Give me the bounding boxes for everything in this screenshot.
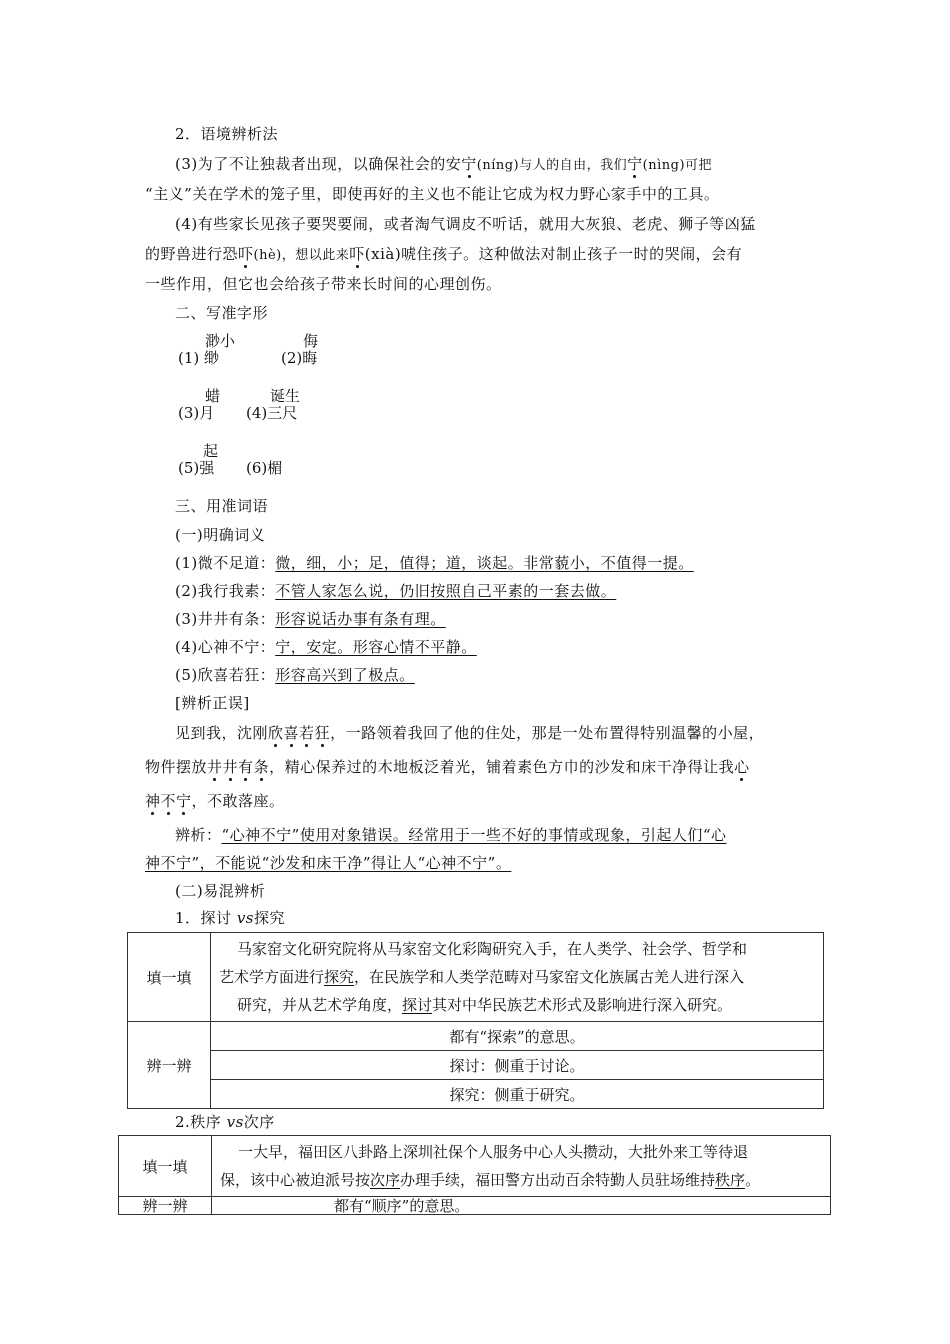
passage-line1: 见到我，沈刚欣喜若狂，一路领着我回了他的住处，那是一处布置得特别温馨的小屋，	[175, 724, 765, 742]
dotted-char: 宁	[461, 155, 477, 173]
paragraph-4-line3: 一些作用，但它也会给孩子带来长时间的心理创伤。	[145, 275, 502, 293]
section-title: 二、写准字形	[175, 304, 269, 322]
correction-title: [辨析正误]	[175, 694, 250, 712]
glyph-item: (1) 缈	[178, 349, 220, 367]
pair-title: 2.秩序 vs次序	[175, 1113, 275, 1131]
comparison-table-1	[127, 932, 824, 1109]
dotted-char: 吓	[349, 245, 365, 263]
definition-item: (2)我行我素：不管人家怎么说，仍旧按照自己平素的一套去做。	[175, 582, 617, 600]
glyph-item: (2)晦	[281, 349, 318, 367]
fill-label: 填一填	[128, 933, 211, 1022]
analysis-line1: 辨析：“心神不宁”使用对象错误。经常用于一些不好的事情或现象，引起人们“心	[175, 826, 727, 844]
distinguish-row: 探究：侧重于研究。	[211, 1080, 824, 1109]
glyph-item: (3)月	[178, 404, 215, 422]
analysis-line2: 神不宁”，不能说“沙发和床干净”得让人“心神不宁”。	[145, 854, 512, 872]
distinguish-row: 探讨：侧重于讨论。	[211, 1051, 824, 1080]
fill-text: 一大早，福田区八卦路上深圳社保个人服务中心人头攒动，大批外来工等待退 保，该中心被迫派号按次序办理手续，福田警方出动百余特勤人员驻场维持秩序。	[212, 1136, 831, 1197]
distinguish-label: 辨一辨	[119, 1197, 212, 1215]
glyph-item: (4)三尺	[246, 404, 298, 422]
glyph-hint: 侮	[303, 332, 319, 350]
distinguish-row: 都有“顺序”的意思。	[212, 1197, 831, 1215]
paragraph-4-line1: (4)有些家长见孩子要哭要闹，或者淘气调皮不听话，就用大灰狼、老虎、狮子等凶猛	[175, 215, 756, 233]
definition-item: (5)欣喜若狂：形容高兴到了极点。	[175, 666, 415, 684]
passage-line3: 神不宁，不敢落座。	[145, 792, 285, 810]
fill-text: 马家窑文化研究院将从马家窑文化彩陶研究入手，在人类学、社会学、哲学和 艺术学方面进行探究，在民族学和人类学范畴对马家窑文化族属古羌人进行深入 研究，并从艺术学角度，探讨其对中华民族艺术形式及影响进行深入研究。	[211, 933, 824, 1022]
glyph-item: (5)强	[178, 459, 215, 477]
glyph-hint: 渺小	[205, 332, 236, 350]
definition-item: (4)心神不宁：宁，安定。形容心情不平静。	[175, 638, 477, 656]
definition-item: (1)微不足道：微，细，小；足，值得；道，谈起。非常藐小，不值得一提。	[175, 554, 694, 572]
definition-item: (3)井井有条：形容说话办事有条有理。	[175, 610, 446, 628]
distinguish-label: 辨一辨	[128, 1022, 211, 1109]
dotted-char: 吓	[238, 245, 254, 263]
passage-line2: 物件摆放井井有条，精心保养过的木地板泛着光，铺着素色方巾的沙发和床干净得让我心	[145, 758, 750, 776]
dotted-char: 宁	[627, 155, 643, 173]
subsection-title: (一)明确词义	[175, 526, 266, 544]
paragraph-4-line2: 的野兽进行恐吓(hè)，想以此来吓(xià)唬住孩子。这种做法对制止孩子一时的哭闹，会有	[145, 245, 743, 263]
fill-label: 填一填	[119, 1136, 212, 1197]
paragraph-3-line1: (3)为了不让独裁者出现，以确保社会的安宁(níng)与人的自由，我们宁(nìng)可把	[175, 155, 713, 173]
glyph-hint: 起	[203, 442, 219, 460]
section-title: 三、用准词语	[175, 497, 269, 515]
glyph-item: (6)楣	[246, 459, 283, 477]
section-title: 2．语境辨析法	[175, 125, 279, 143]
paragraph-3-line2: “主义”关在学术的笼子里，即使再好的主义也不能让它成为权力野心家手中的工具。	[145, 185, 720, 203]
glyph-hint: 蜡	[205, 387, 221, 405]
glyph-hint: 诞生	[270, 387, 301, 405]
pair-title: 1．探讨 vs探究	[175, 909, 285, 927]
comparison-table-2	[118, 1135, 831, 1215]
subsection-title: (二)易混辨析	[175, 882, 266, 900]
distinguish-row: 都有“探索”的意思。	[211, 1022, 824, 1051]
